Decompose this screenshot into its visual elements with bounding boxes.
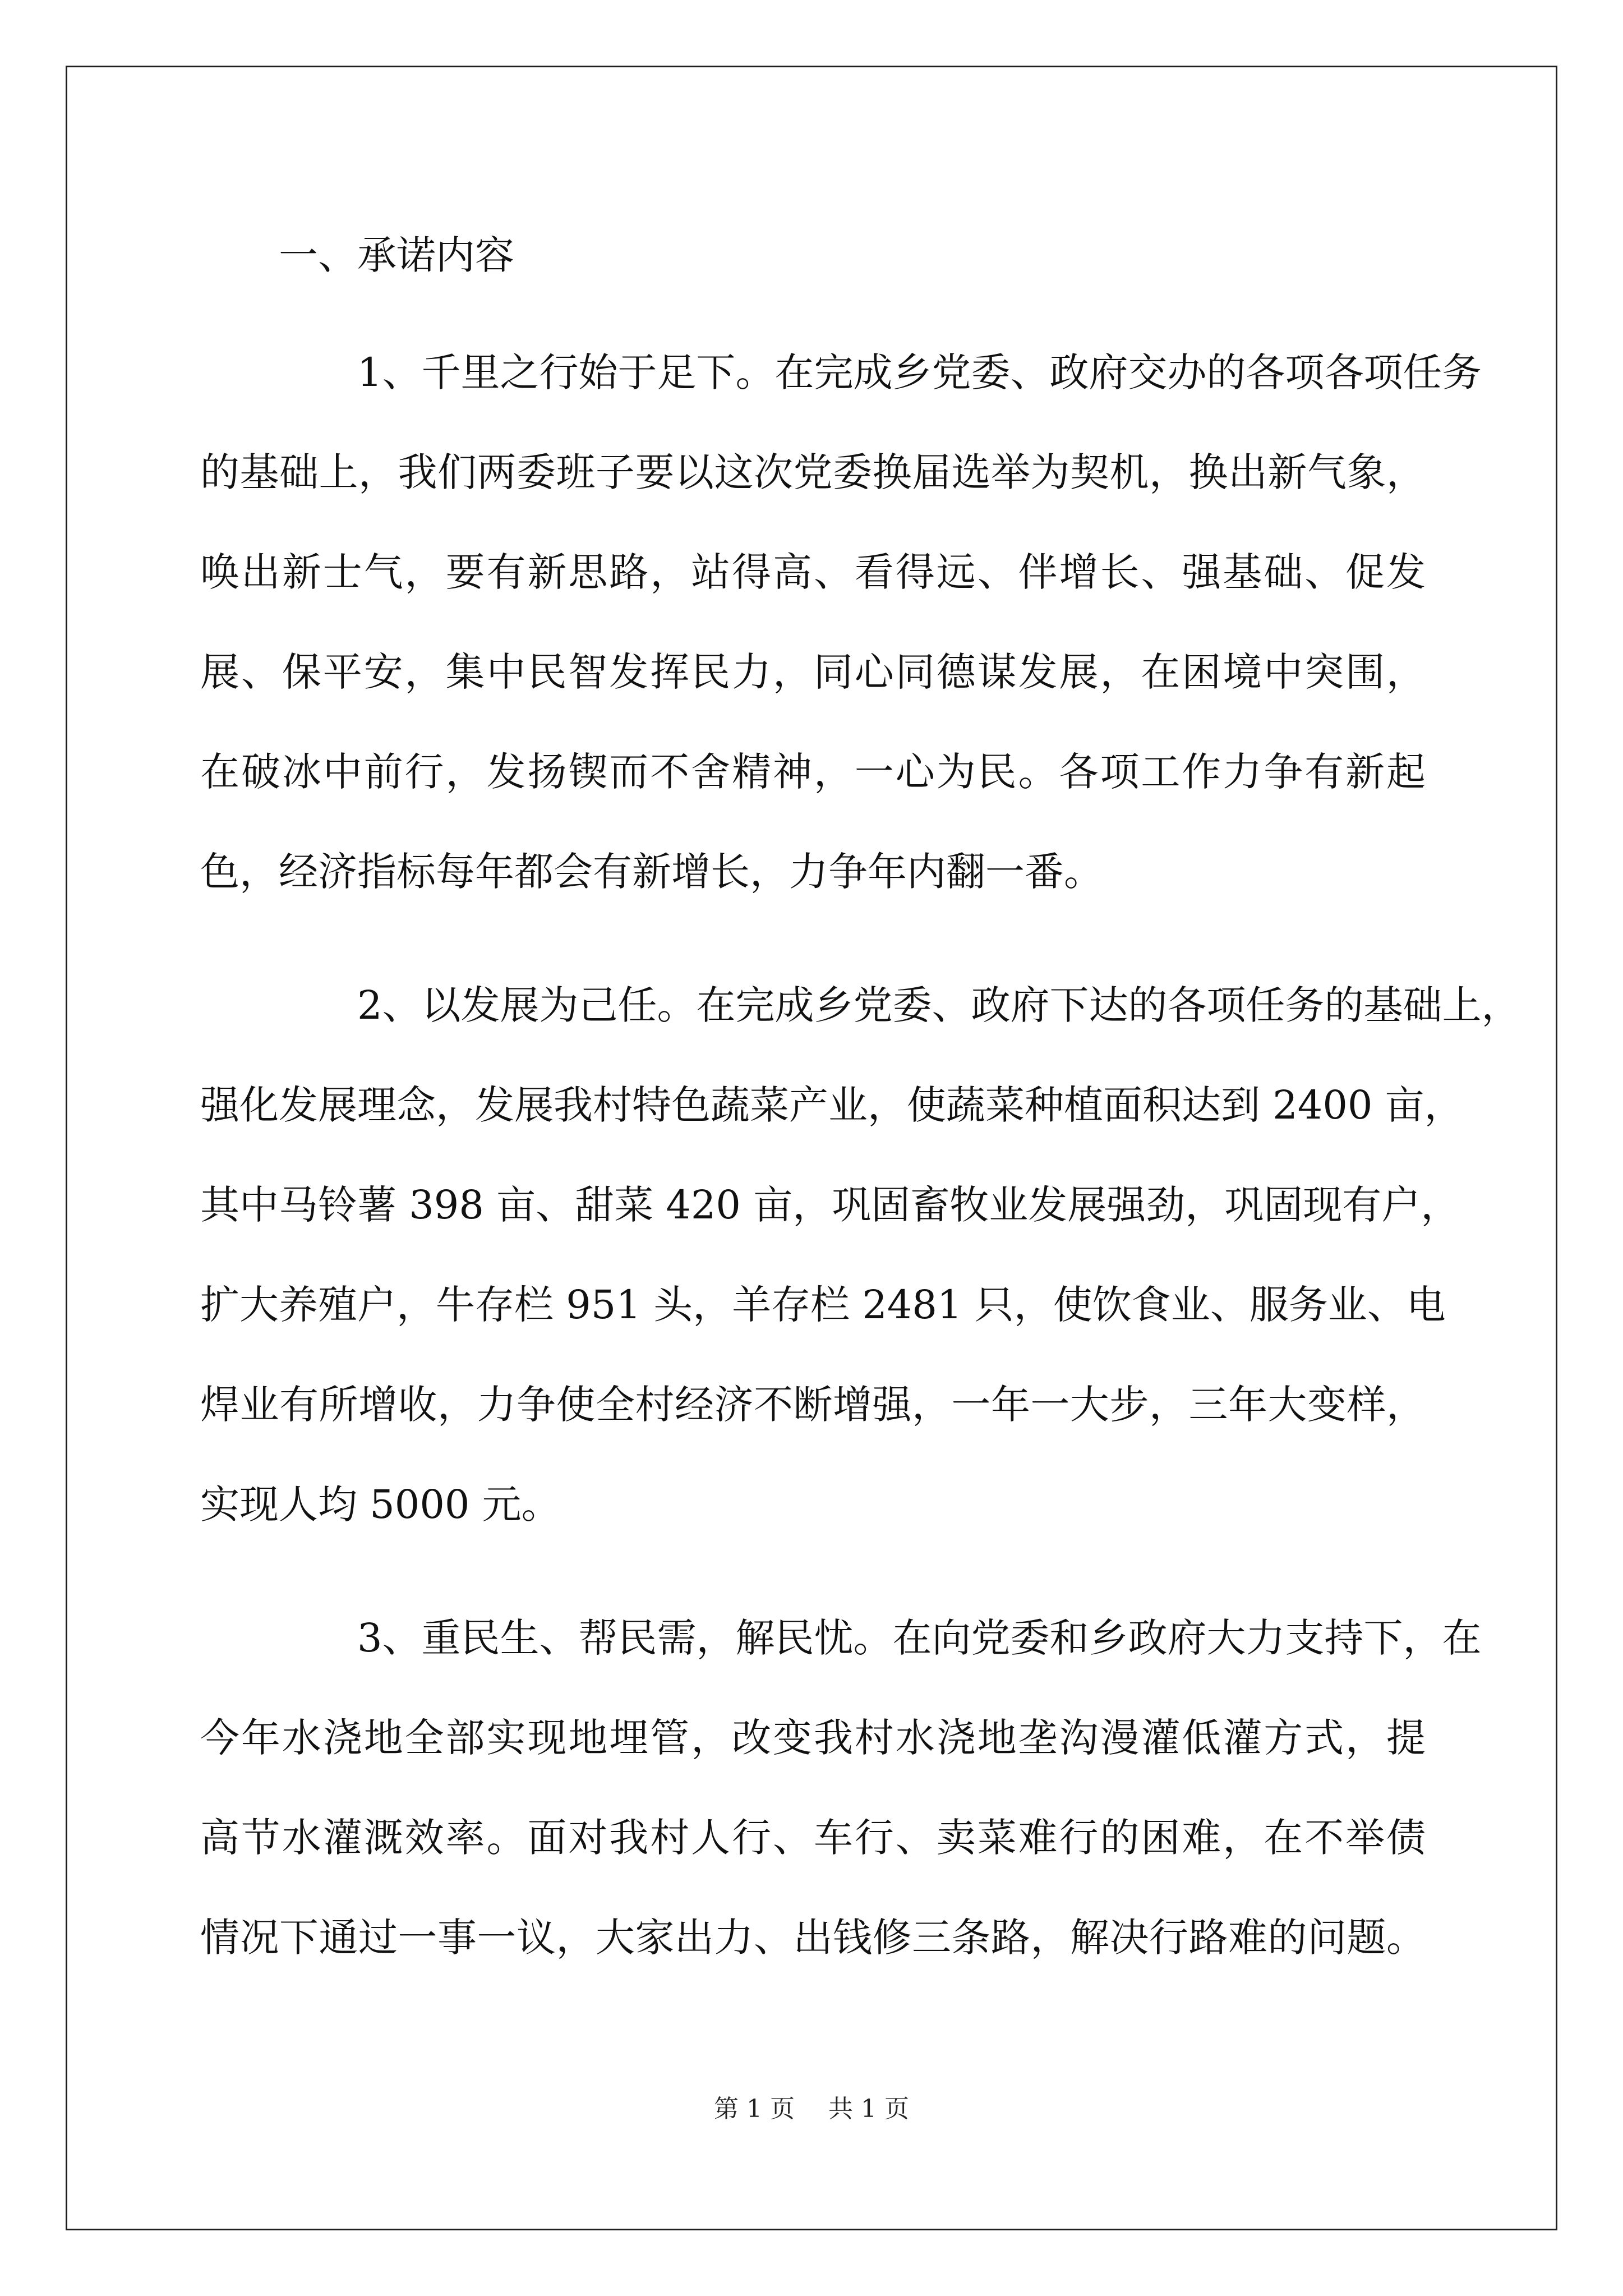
paragraph-line: 唤出新士气，要有新思路，站得高、看得远、伴增长、强基础、促发 <box>200 549 1426 595</box>
paragraph-3 <box>200 1588 1482 1987</box>
page-footer <box>0 2092 1623 2126</box>
paragraph-line: 展、保平安，集中民智发挥民力，同心同德谋发展，在困境中突围， <box>200 649 1426 695</box>
page-number-total: 共 1 页 <box>828 2095 909 2123</box>
paragraph-line: 实现人均 5000 元。 <box>200 1481 561 1527</box>
paragraph-line: 今年水浇地全部实现地埋管，改变我村水浇地垄沟漫灌低灌方式，提 <box>200 1715 1426 1761</box>
paragraph-line: 强化发展理念，发展我村特色蔬菜产业，使蔬菜种植面积达到 2400 亩， <box>200 1082 1464 1128</box>
section-heading: 一、承诺内容 <box>279 232 514 278</box>
paragraph-line: 1、千里之行始于足下。在完成乡党委、政府交办的各项各项任务 <box>357 349 1482 395</box>
paragraph-line: 其中马铃薯 398 亩、甜菜 420 亩，巩固畜牧业发展强劲，巩固现有户， <box>200 1182 1460 1228</box>
paragraph-line: 扩大养殖户，牛存栏 951 头，羊存栏 2481 只，使饮食业、服务业、电 <box>200 1282 1446 1328</box>
paragraph-1 <box>200 323 1482 922</box>
paragraph-line: 2、以发展为己任。在完成乡党委、政府下达的各项任务的基础上， <box>357 982 1521 1028</box>
paragraph-line: 的基础上，我们两委班子要以这次党委换届选举为契机，换出新气象， <box>200 449 1426 495</box>
paragraph-2 <box>200 955 1521 1554</box>
paragraph-line: 情况下通过一事一议，大家出力、出钱修三条路，解决行路难的问题。 <box>200 1915 1426 1961</box>
document-body <box>200 222 1521 2021</box>
paragraph-line: 3、重民生、帮民需，解民忧。在向党委和乡政府大力支持下，在 <box>357 1615 1482 1661</box>
paragraph-line: 焊业有所增收，力争使全村经济不断增强，一年一大步，三年大变样， <box>200 1382 1426 1428</box>
paragraph-line: 在破冰中前行，发扬锲而不舍精神，一心为民。各项工作力争有新起 <box>200 749 1426 795</box>
paragraph-line: 高节水灌溉效率。面对我村人行、车行、卖菜难行的困难，在不举债 <box>200 1815 1426 1861</box>
paragraph-line: 色，经济指标每年都会有新增长，力争年内翻一番。 <box>200 849 1103 895</box>
page-number-current: 第 1 页 <box>714 2095 795 2123</box>
